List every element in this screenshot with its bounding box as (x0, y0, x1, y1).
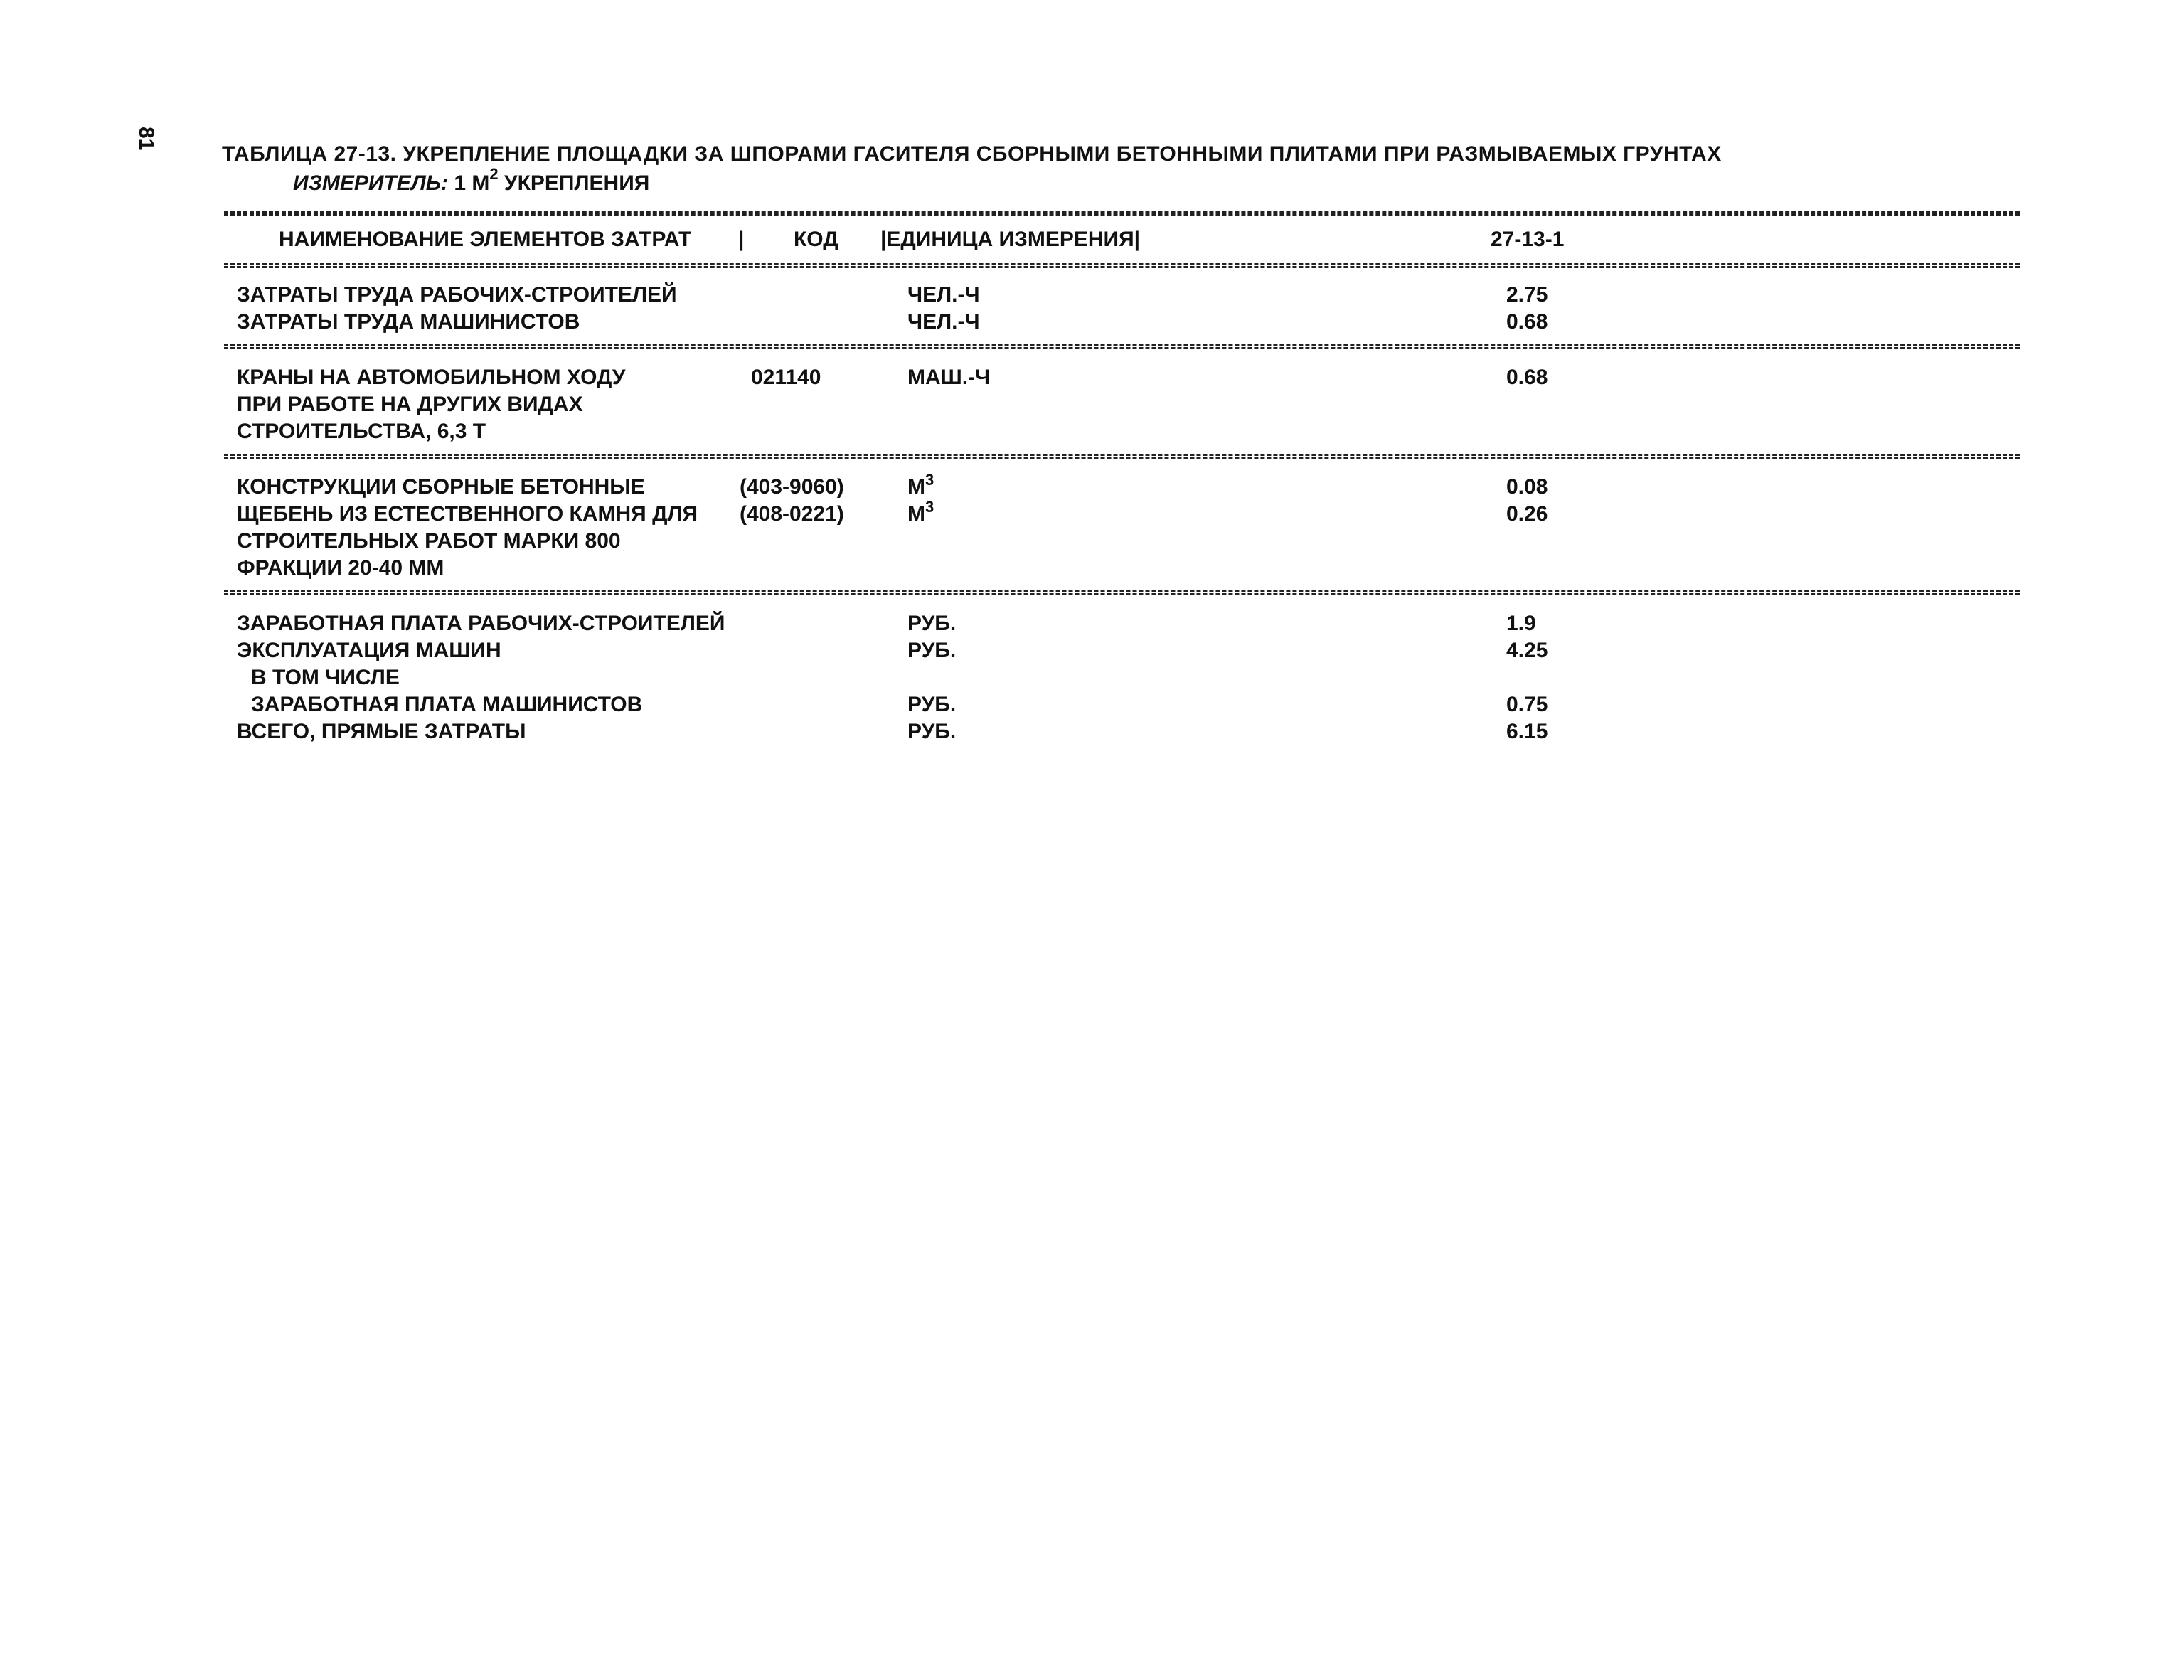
measure-value: 1 $М^2$ УКРЕПЛЕНИЯ (454, 165, 650, 195)
row-name: СТРОИТЕЛЬСТВА, 6,3 Т (237, 420, 486, 443)
row-unit: РУБ. (907, 720, 957, 743)
row-value: 0.26 (1506, 502, 1548, 526)
rule-group-2 (224, 454, 2020, 456)
row-unit: РУБ. (907, 693, 957, 716)
row-name: ФРАКЦИИ 20-40 ММ (237, 556, 444, 580)
row-name: ЗАРАБОТНАЯ ПЛАТА РАБОЧИХ-СТРОИТЕЛЕЙ (237, 612, 725, 635)
rule-group-3 (224, 590, 2020, 592)
row-unit: ЧЕЛ.-Ч (907, 310, 980, 334)
rule-group-2b (224, 457, 2020, 459)
rule-top (224, 211, 2020, 213)
row-value: 4.25 (1506, 639, 1548, 662)
header-column: 27-13-1 (1491, 228, 1565, 251)
header-name: НАИМЕНОВАНИЕ ЭЛЕМЕНТОВ ЗАТРАТ (279, 228, 692, 251)
header-unit: |ЕДИНИЦА ИЗМЕРЕНИЯ| (880, 228, 1141, 251)
row-code: (403-9060) (740, 475, 844, 499)
row-name: ПРИ РАБОТЕ НА ДРУГИХ ВИДАХ (237, 393, 583, 416)
row-unit: $М^3$ (907, 498, 934, 526)
row-value: 1.9 (1506, 612, 1536, 635)
row-name: ВСЕГО, ПРЯМЫЕ ЗАТРАТЫ (237, 720, 526, 743)
rule-group-1 (224, 344, 2020, 346)
row-code: 021140 (751, 366, 821, 389)
rule-header-bottom-2 (224, 266, 2020, 268)
row-value: 0.68 (1506, 310, 1548, 334)
row-unit: ЧЕЛ.-Ч (907, 283, 980, 307)
row-unit: МАШ.-Ч (907, 366, 991, 389)
row-code: (408-0221) (740, 502, 844, 526)
row-name: ЗАРАБОТНАЯ ПЛАТА МАШИНИСТОВ (251, 693, 643, 716)
rule-group-1b (224, 347, 2020, 349)
page-number: 81 (134, 127, 158, 151)
row-value: 2.75 (1506, 283, 1548, 307)
row-value: 0.68 (1506, 366, 1548, 389)
row-name: КОНСТРУКЦИИ СБОРНЫЕ БЕТОННЫЕ (237, 475, 645, 499)
row-unit: РУБ. (907, 639, 957, 662)
row-value: 0.08 (1506, 475, 1548, 499)
measure-label: ИЗМЕРИТЕЛЬ: (293, 171, 448, 195)
rule-header-bottom (224, 263, 2020, 265)
rule-group-3b (224, 593, 2020, 595)
row-name: СТРОИТЕЛЬНЫХ РАБОТ МАРКИ 800 (237, 529, 621, 553)
row-name: ЗАТРАТЫ ТРУДА МАШИНИСТОВ (237, 310, 580, 334)
row-name: В ТОМ ЧИСЛЕ (251, 666, 400, 689)
row-name: КРАНЫ НА АВТОМОБИЛЬНОМ ХОДУ (237, 366, 626, 389)
row-name: ЭКСПЛУАТАЦИЯ МАШИН (237, 639, 501, 662)
rule-top-2 (224, 213, 2020, 216)
row-value: 6.15 (1506, 720, 1548, 743)
row-value: 0.75 (1506, 693, 1548, 716)
row-name: ЗАТРАТЫ ТРУДА РАБОЧИХ-СТРОИТЕЛЕЙ (237, 283, 677, 307)
row-unit: РУБ. (907, 612, 957, 635)
table-title: ТАБЛИЦА 27-13. УКРЕПЛЕНИЕ ПЛОЩАДКИ ЗА ШПОРАМИ ГАСИТЕЛЯ СБОРНЫМИ БЕТОННЫМИ ПЛИТАМИ ПРИ РАЗМЫВАЕМЫХ ГРУНТАХ (222, 142, 1722, 166)
row-name: ЩЕБЕНЬ ИЗ ЕСТЕСТВЕННОГО КАМНЯ ДЛЯ (237, 502, 698, 526)
header-code: КОД (794, 228, 838, 251)
measure-line (293, 165, 650, 196)
header-sep: | (738, 228, 745, 251)
row-unit: $М^3$ (907, 471, 934, 499)
